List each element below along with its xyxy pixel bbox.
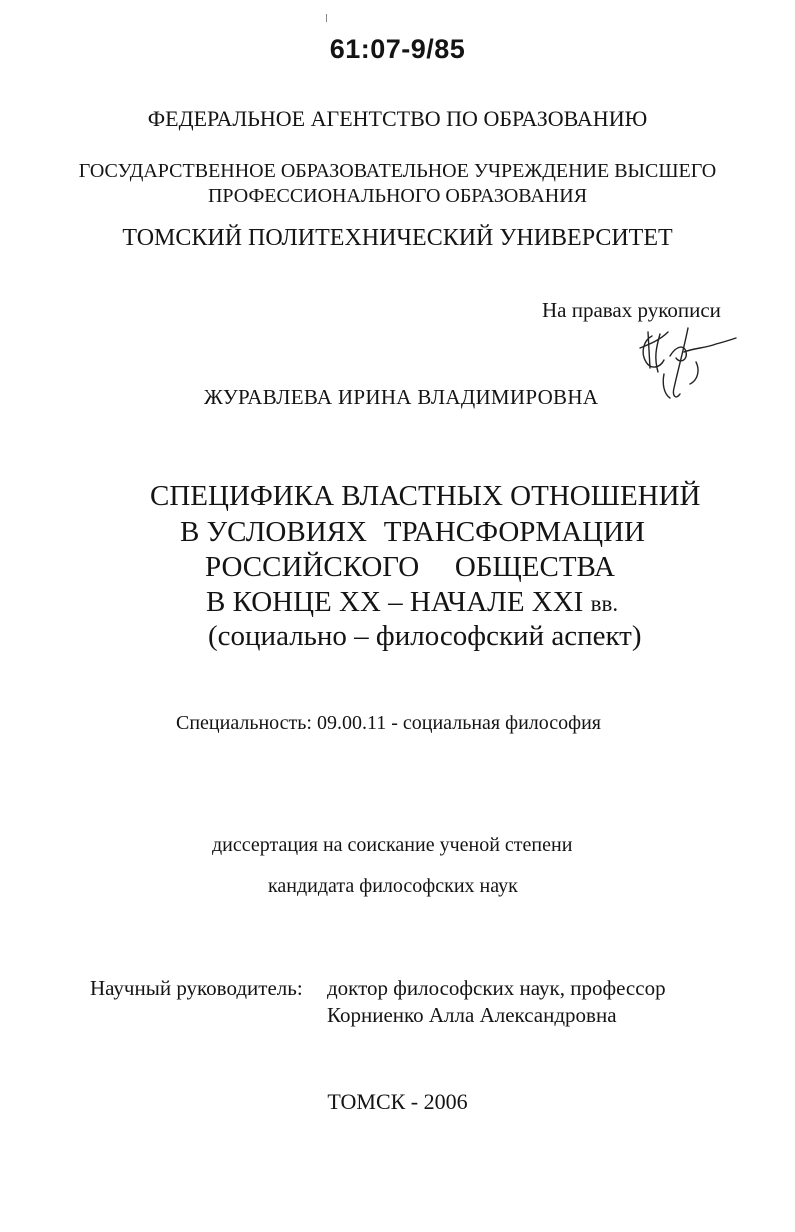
title-line-3-right: ОБЩЕСТВА	[454, 551, 615, 583]
supervisor-name: Корниенко Алла Александровна	[327, 1003, 617, 1027]
institution-line-2: ПРОФЕССИОНАЛЬНОГО ОБРАЗОВАНИЯ	[207, 185, 588, 207]
title-line-4	[206, 586, 618, 619]
agency-name: ФЕДЕРАЛЬНОЕ АГЕНТСТВО ПО ОБРАЗОВАНИЮ	[147, 106, 648, 131]
title-subtitle: (социально – философский аспект)	[208, 620, 642, 652]
institution-line-1: ГОСУДАРСТВЕННОЕ ОБРАЗОВАТЕЛЬНОЕ УЧРЕЖДЕНИЕ ВЫСШЕГО	[78, 160, 717, 182]
manuscript-rights: На правах рукописи	[542, 298, 721, 322]
specialty: Специальность: 09.00.11 - социальная философия	[176, 712, 601, 734]
title-line-4-main: В КОНЦЕ XX – НАЧАЛЕ XXI	[206, 586, 591, 618]
title-line-4-suffix: вв.	[590, 591, 619, 616]
dissertation-line-1: диссертация на соискание ученой степени	[212, 834, 573, 856]
title-line-1: СПЕЦИФИКА ВЛАСТНЫХ ОТНОШЕНИЙ	[150, 480, 701, 512]
scan-mark	[326, 14, 327, 22]
author-signature	[630, 318, 740, 408]
author-name: ЖУРАВЛЕВА ИРИНА ВЛАДИМИРОВНА	[204, 385, 599, 409]
dissertation-line-2: кандидата философских наук	[268, 875, 518, 897]
title-line-2	[180, 516, 645, 549]
title-line-2-left: В УСЛОВИЯХ	[180, 516, 367, 548]
university-name: ТОМСКИЙ ПОЛИТЕХНИЧЕСКИЙ УНИВЕРСИТЕТ	[122, 225, 673, 251]
title-line-2-right: ТРАНСФОРМАЦИИ	[383, 516, 645, 548]
city-year: ТОМСК - 2006	[327, 1089, 468, 1114]
supervisor-degree: доктор философских наук, профессор	[327, 976, 666, 1000]
supervisor-label: Научный руководитель:	[90, 976, 303, 1000]
title-line-3-left: РОССИЙСКОГО	[205, 551, 420, 583]
catalog-code: 61:07-9/85	[329, 34, 466, 64]
title-line-3	[205, 551, 615, 584]
